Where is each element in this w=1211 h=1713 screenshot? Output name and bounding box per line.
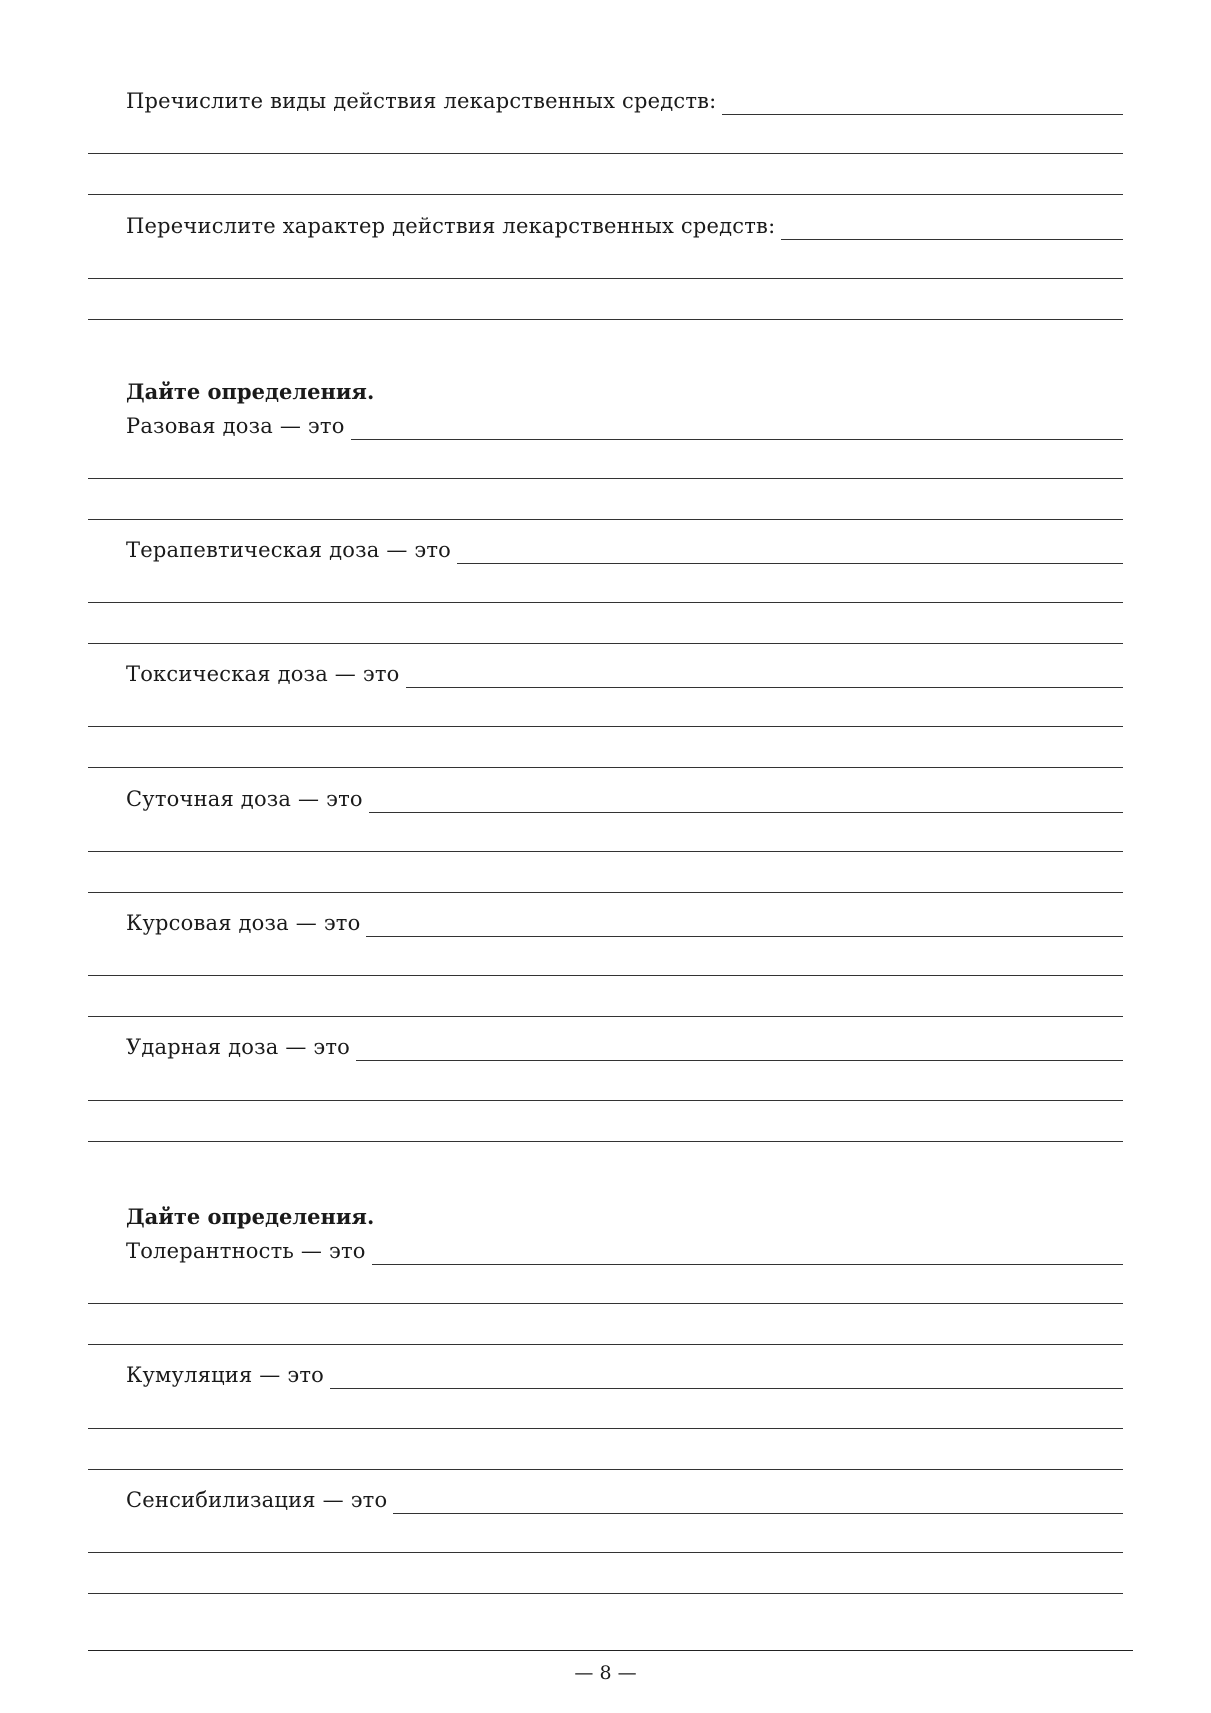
answer-line[interactable] (88, 1428, 1123, 1429)
answer-line[interactable] (88, 1141, 1123, 1142)
answer-line[interactable] (351, 438, 1123, 440)
answer-line[interactable] (88, 1303, 1123, 1304)
answer-line[interactable] (88, 519, 1123, 520)
answer-line[interactable] (372, 1263, 1123, 1265)
answer-line[interactable] (88, 1100, 1123, 1101)
definition-label: Кумуляция — это (126, 1363, 325, 1387)
answer-line[interactable] (88, 643, 1123, 644)
answer-line[interactable] (88, 194, 1123, 195)
definition-label: Сенсибилизация — это (126, 1488, 388, 1512)
question-label: Пречислите виды действия лекарственных средств: (126, 89, 717, 113)
definition-label: Разовая доза — это (126, 414, 345, 438)
question-label: Перечислите характер действия лекарственных средств: (126, 214, 776, 238)
question-character-of-action (126, 210, 1123, 240)
definition-cumulation (126, 1359, 1123, 1389)
section-heading: Дайте определения. (126, 1204, 375, 1229)
answer-line[interactable] (406, 686, 1124, 688)
answer-line[interactable] (369, 811, 1123, 813)
definition-label: Ударная доза — это (126, 1035, 351, 1059)
definition-loading-dose (126, 1031, 1123, 1061)
definition-daily-dose (126, 783, 1123, 813)
definition-tolerance (126, 1235, 1123, 1265)
answer-line[interactable] (356, 1059, 1123, 1061)
definition-course-dose (126, 907, 1123, 937)
question-types-of-action (126, 85, 1123, 115)
answer-line[interactable] (781, 238, 1123, 240)
definition-label: Терапевтическая доза — это (126, 538, 452, 562)
definition-therapeutic-dose (126, 534, 1123, 564)
section-heading: Дайте определения. (126, 379, 375, 404)
answer-line[interactable] (88, 319, 1123, 320)
answer-line[interactable] (88, 602, 1123, 603)
answer-line[interactable] (88, 892, 1123, 893)
answer-line[interactable] (88, 1016, 1123, 1017)
definition-label: Токсическая доза — это (126, 662, 400, 686)
answer-line[interactable] (88, 1593, 1123, 1594)
definition-label: Толерантность — это (126, 1239, 366, 1263)
footer-divider (88, 1650, 1133, 1651)
answer-line[interactable] (88, 975, 1123, 976)
definition-toxic-dose (126, 658, 1123, 688)
answer-line[interactable] (722, 113, 1123, 115)
answer-line[interactable] (457, 562, 1123, 564)
answer-line[interactable] (88, 478, 1123, 479)
definition-label: Курсовая доза — это (126, 911, 361, 935)
answer-line[interactable] (88, 153, 1123, 154)
definition-label: Суточная доза — это (126, 787, 363, 811)
answer-line[interactable] (393, 1512, 1123, 1514)
answer-line[interactable] (88, 726, 1123, 727)
answer-line[interactable] (330, 1387, 1123, 1389)
page-number: — 8 — (574, 1662, 637, 1684)
answer-line[interactable] (88, 1344, 1123, 1345)
answer-line[interactable] (88, 1469, 1123, 1470)
definition-single-dose (126, 410, 1123, 440)
answer-line[interactable] (88, 851, 1123, 852)
answer-line[interactable] (88, 278, 1123, 279)
answer-line[interactable] (366, 935, 1123, 937)
definition-sensitization (126, 1484, 1123, 1514)
answer-line[interactable] (88, 767, 1123, 768)
answer-line[interactable] (88, 1552, 1123, 1553)
